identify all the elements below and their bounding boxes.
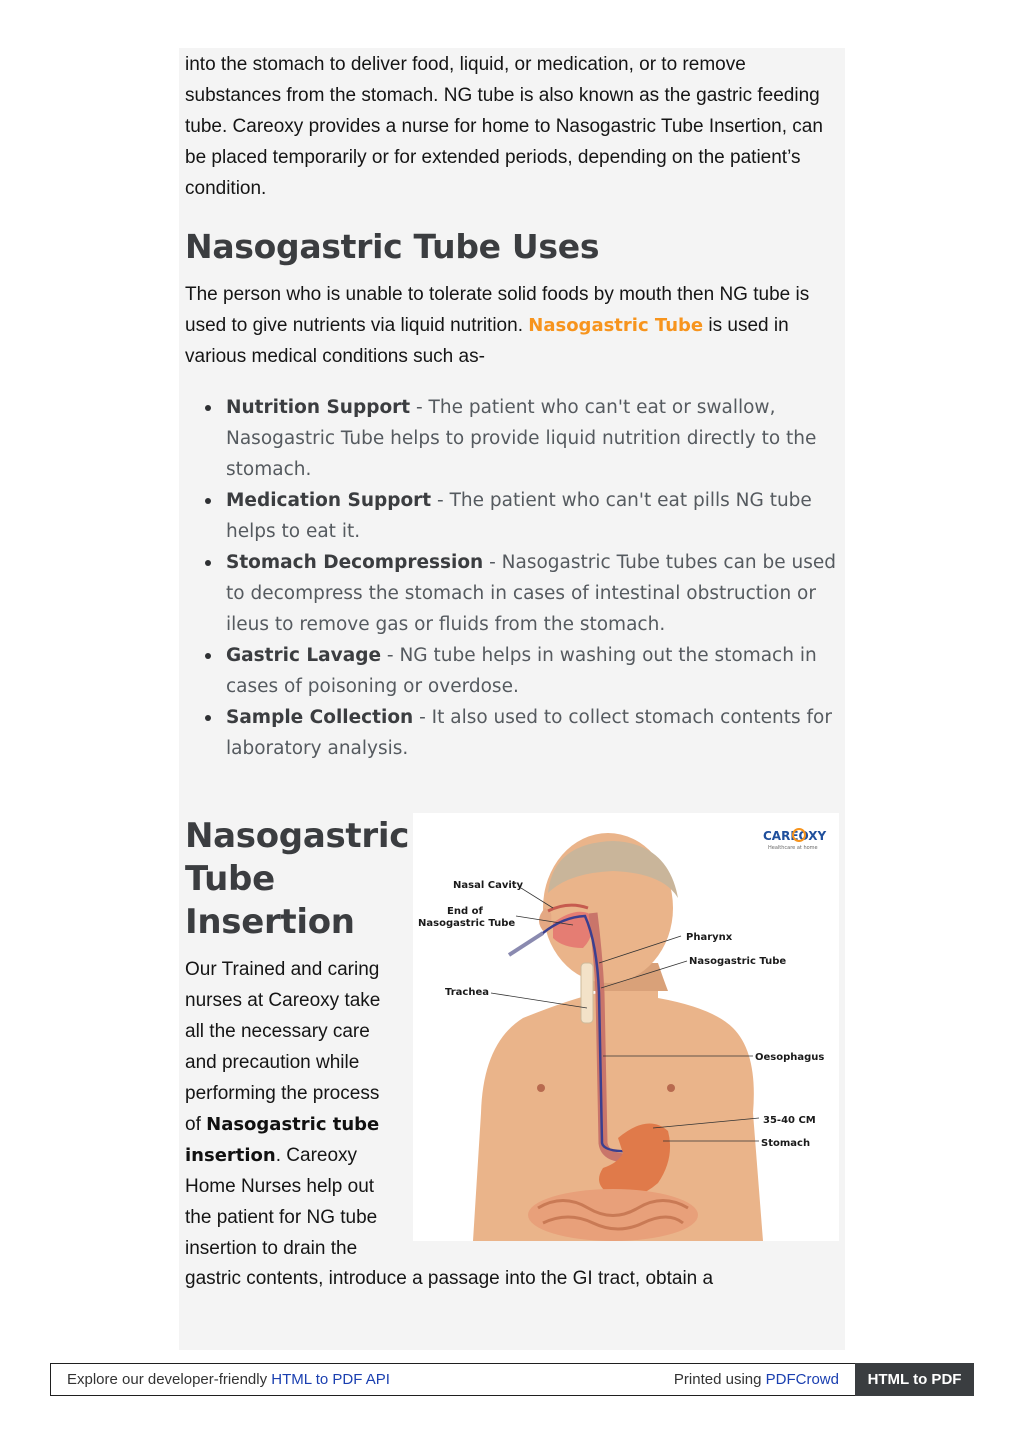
label-oesophagus: Oesophagus <box>755 1052 825 1063</box>
label-nasal-cavity: Nasal Cavity <box>453 880 524 891</box>
uses-heading: Nasogastric Tube Uses <box>185 227 600 266</box>
footer-printed-text: Printed using <box>673 1371 766 1388</box>
uses-paragraph-text: The person who is unable to tolerate solid foods by mouth then NG tube is used to give nutrients via liquid nutrition. <box>185 284 810 336</box>
careoxy-logo <box>763 829 827 851</box>
list-item <box>202 485 842 547</box>
list-item-term: Gastric Lavage <box>226 645 382 666</box>
logo-brand: CAREOXY <box>763 829 827 843</box>
list-item <box>202 702 842 764</box>
footer-promo <box>67 1371 390 1388</box>
label-length: 35-40 CM <box>763 1115 816 1126</box>
logo-tagline: Healthcare at home <box>768 845 818 851</box>
list-item <box>202 640 842 702</box>
list-item-term: Sample Collection <box>226 707 414 728</box>
footer-promo-text: Explore our developer-friendly <box>67 1371 272 1388</box>
anatomy-illustration <box>413 813 839 1241</box>
label-end-of-tube-2: Nasogastric Tube <box>418 918 516 929</box>
trachea <box>581 963 593 1023</box>
footer-printed-by <box>674 1371 839 1388</box>
list-item-text: - It also used to collect stomach contents for laboratory analysis. <box>226 707 832 759</box>
insertion-heading: Nasogastric Tube Insertion <box>185 816 410 942</box>
uses-paragraph-text-end: is used in various medical conditions such as- <box>185 315 789 367</box>
tube-external-end <box>509 933 543 955</box>
label-end-of-tube-1: End of <box>447 906 483 917</box>
uses-list <box>202 392 842 764</box>
insertion-bold-term: Nasogastric tube insertion <box>185 1114 380 1166</box>
list-item-term: Medication Support <box>226 490 432 511</box>
html-to-pdf-button[interactable]: HTML to PDF <box>855 1363 974 1396</box>
pdfcrowd-link[interactable]: PDFCrowd <box>765 1371 839 1388</box>
pdf-footer <box>50 1363 974 1396</box>
list-item <box>202 547 842 640</box>
list-item-text: - Nasogastric Tube tubes can be used to decompress the stomach in cases of intestinal obstruction or ileus to remove gas or fluids from the stomach. <box>226 552 837 635</box>
nasogastric-tube-link[interactable]: Nasogastric Tube <box>528 315 704 336</box>
list-item-text: - The patient who can't eat or swallow, Nasogastric Tube helps to provide liquid nutrition directly to the stomach. <box>226 397 817 480</box>
insertion-paragraph-continued: gastric contents, introduce a passage into the GI tract, obtain a <box>185 1268 714 1289</box>
list-item-text: - The patient who can't eat pills NG tube helps to eat it. <box>226 490 812 542</box>
intestines <box>528 1189 698 1241</box>
list-item <box>202 392 842 485</box>
insertion-paragraph-text-end: . Careoxy Home Nurses help out the patient for NG tube insertion to drain the <box>185 1145 378 1259</box>
label-nasogastric-tube: Nasogastric Tube <box>689 956 787 967</box>
label-pharynx: Pharynx <box>686 932 733 943</box>
list-item-term: Nutrition Support <box>226 397 411 418</box>
intro-paragraph: into the stomach to deliver food, liquid, or medication, or to remove substances from the stomach. NG tube is also known as the gastric feeding tube. Careoxy provides a nurse for home to Nasogastric Tube Insertion, can be placed temporarily or for extended periods, depending on the patient’s condition. <box>185 54 823 199</box>
list-item-text: - NG tube helps in washing out the stomach in cases of poisoning or overdose. <box>226 645 817 697</box>
insertion-paragraph <box>185 954 400 1264</box>
label-stomach: Stomach <box>761 1138 811 1149</box>
ng-tube-diagram <box>413 813 839 1241</box>
label-trachea: Trachea <box>445 987 489 998</box>
insertion-paragraph-text: Our Trained and caring nurses at Careoxy take all the necessary care and precaution while performing the process of <box>185 959 381 1135</box>
list-item-term: Stomach Decompression <box>226 552 484 573</box>
uses-paragraph <box>185 279 840 372</box>
html-to-pdf-api-link[interactable]: HTML to PDF API <box>271 1371 390 1388</box>
